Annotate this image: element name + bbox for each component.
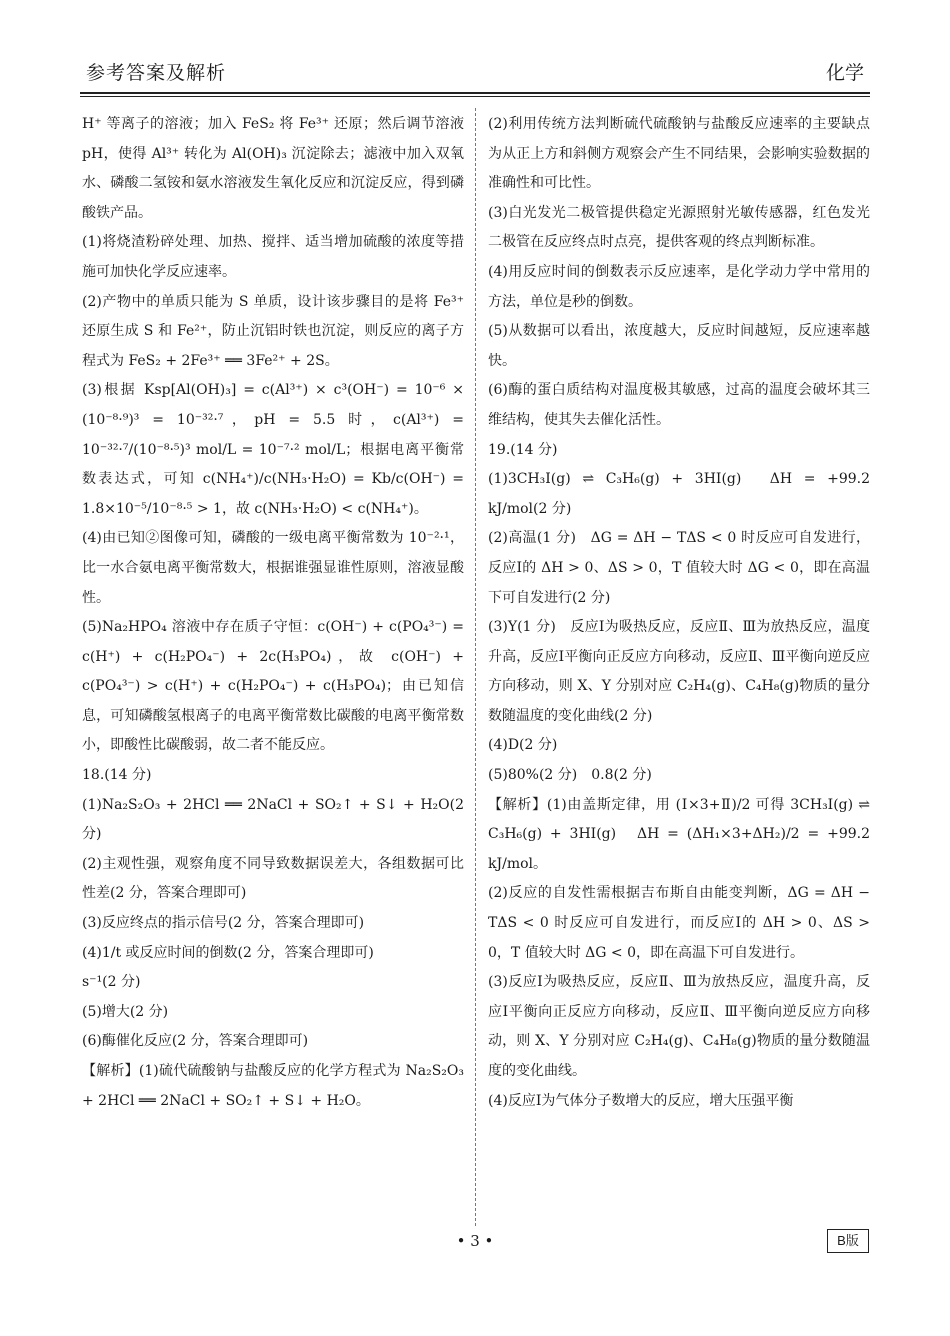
paragraph: s⁻¹(2 分) — [82, 974, 141, 991]
paragraph: (1)Na₂S₂O₃ + 2HCl ══ 2NaCl + SO₂↑ + S↓ + H₂O(2 分) — [82, 796, 464, 843]
analysis-paragraph: 【解析】(1)硫代硫酸钠与盐酸反应的化学方程式为 Na₂S₂O₃ + 2HCl ══ 2NaCl + SO₂↑ + S↓ + H₂O。 — [82, 1063, 464, 1109]
question-heading: 19.(14 分) — [488, 441, 558, 458]
paragraph: (4)D(2 分) — [488, 737, 558, 754]
left-column — [82, 110, 464, 1116]
paragraph: (6)酶的蛋白质结构对温度极其敏感，过高的温度会破坏其三维结构，使其失去催化活性。 — [488, 382, 870, 428]
paragraph: (3)反应Ⅰ为吸热反应，反应Ⅱ、Ⅲ为放热反应，温度升高，反应Ⅰ平衡向正反应方向移动，反应Ⅱ、Ⅲ平衡向逆反应方向移动，则 X、Y 分别对应 C₂H₄(g)、C₄H₈(g)物质的量分数随温度的变化曲线。 — [488, 974, 870, 1079]
paragraph: H⁺ 等离子的溶液；加入 FeS₂ 将 Fe³⁺ 还原；然后调节溶液 pH，使得 Al³⁺ 转化为 Al(OH)₃ 沉淀除去；滤液中加入双氧水、磷酸二氢铵和氨水溶液发生氧化反应和沉淀反应，得到磷酸铁产品。 — [82, 116, 464, 221]
paragraph: (6)酶催化反应(2 分，答案合理即可) — [82, 1033, 309, 1050]
paragraph: (5)增大(2 分) — [82, 1003, 169, 1020]
paragraph: (5)80%(2 分) 0.8(2 分) — [488, 767, 652, 784]
right-column — [488, 110, 870, 1116]
paragraph: (2)产物中的单质只能为 S 单质，设计该步骤目的是将 Fe³⁺ 还原生成 S 和 Fe²⁺，防止沉铝时铁也沉淀，则反应的离子方程式为 FeS₂ + 2Fe³⁺ ══ 3Fe²⁺ + 2S。 — [82, 293, 464, 369]
paragraph: (2)高温(1 分) ΔG = ΔH − TΔS < 0 时反应可自发进行，反应Ⅰ的 ΔH > 0、ΔS > 0，T 值较大时 ΔG < 0，即在高温下可自发进行(2 分) — [488, 530, 870, 606]
header-rule-thin — [80, 96, 870, 97]
paragraph: (4)用反应时间的倒数表示反应速率，是化学动力学中常用的方法，单位是秒的倒数。 — [488, 263, 870, 310]
paragraph: (1)将烧渣粉碎处理、加热、搅拌、适当增加硫酸的浓度等措施可加快化学反应速率。 — [82, 234, 464, 280]
paragraph: (3)根据 Ksp[Al(OH)₃] = c(Al³⁺) × c³(OH⁻) = 10⁻⁶ × (10⁻⁸·⁹)³ = 10⁻³²·⁷，pH = 5.5 时，c(Al³⁺) = 10⁻³²·⁷/(10⁻⁸·⁵)³ mol/L = 10⁻⁷·² mol/L；根据电离平衡常数表达式，可知 c(NH₄⁺)/c(NH₃·H₂O) = Kb/c(OH⁻) = 1.8×10⁻⁵/10⁻⁸·⁵ > 1，故 c(NH₃·H₂O) < c(NH₄⁺)。 — [82, 382, 464, 517]
version-badge: B版 — [827, 1229, 869, 1253]
paragraph: (4)反应Ⅰ为气体分子数增大的反应，增大压强平衡 — [488, 1092, 794, 1109]
paragraph: (2)主观性强，观察角度不同导致数据误差大，各组数据可比性差(2 分，答案合理即可) — [82, 855, 464, 902]
page-header — [80, 58, 870, 88]
paragraph: (1)3CH₃I(g) ⇌ C₃H₆(g) + 3HI(g) ΔH = +99.2 kJ/mol(2 分) — [488, 471, 870, 517]
paragraph: (2)利用传统方法判断硫代硫酸钠与盐酸反应速率的主要缺点为从正上方和斜侧方观察会产生不同结果，会影响实验数据的准确性和可比性。 — [488, 116, 870, 192]
header-subject: 化学 — [825, 62, 864, 84]
paragraph: (3)白光发光二极管提供稳定光源照射光敏传感器，红色发光二极管在反应终点时点亮，提供客观的终点判断标准。 — [488, 204, 870, 251]
header-rule — [80, 92, 870, 94]
column-divider — [475, 108, 476, 1226]
header-title: 参考答案及解析 — [86, 62, 227, 84]
page-number: • 3 • — [456, 1232, 494, 1250]
paragraph: (5)Na₂HPO₄ 溶液中存在质子守恒：c(OH⁻) + c(PO₄³⁻) = c(H⁺) + c(H₂PO₄⁻) + 2c(H₃PO₄)，故 c(OH⁻) + c(PO₄³⁻) > c(H⁺) + c(H₂PO₄⁻) + c(H₃PO₄)；由已知信息，可知磷酸氢根离子的电离平衡常数比碳酸的电离平衡常数小，即酸性比碳酸弱，故二者不能反应。 — [82, 619, 464, 754]
paragraph: (5)从数据可以看出，浓度越大，反应时间越短，反应速率越快。 — [488, 323, 870, 369]
paragraph: (3)反应终点的指示信号(2 分，答案合理即可) — [82, 915, 365, 932]
paragraph: (4)由已知②图像可知，磷酸的一级电离平衡常数为 10⁻²·¹，比一水合氨电离平衡常数大，根据谁强显谁性原则，溶液显酸性。 — [82, 530, 464, 606]
paragraph: (3)Y(1 分) 反应Ⅰ为吸热反应，反应Ⅱ、Ⅲ为放热反应，温度升高，反应Ⅰ平衡向正反应方向移动，反应Ⅱ、Ⅲ平衡向逆反应方向移动，则 X、Y 分别对应 C₂H₄(g)、C₄H₈(g)物质的量分数随温度的变化曲线(2 分) — [488, 619, 870, 724]
question-heading: 18.(14 分) — [82, 767, 152, 784]
paragraph: (4)1/t 或反应时间的倒数(2 分，答案合理即可) — [82, 944, 374, 961]
analysis-paragraph: 【解析】(1)由盖斯定律，用 (Ⅰ×3+Ⅱ)/2 可得 3CH₃I(g) ⇌ C₃H₆(g) + 3HI(g) ΔH = (ΔH₁×3+ΔH₂)/2 = +99.2 kJ/mol。 — [488, 796, 870, 872]
paragraph: (2)反应的自发性需根据吉布斯自由能变判断，ΔG = ΔH − TΔS < 0 时反应可自发进行，而反应Ⅰ的 ΔH > 0、ΔS > 0，T 值较大时 ΔG < 0，即在高温下可自发进行。 — [488, 885, 870, 961]
